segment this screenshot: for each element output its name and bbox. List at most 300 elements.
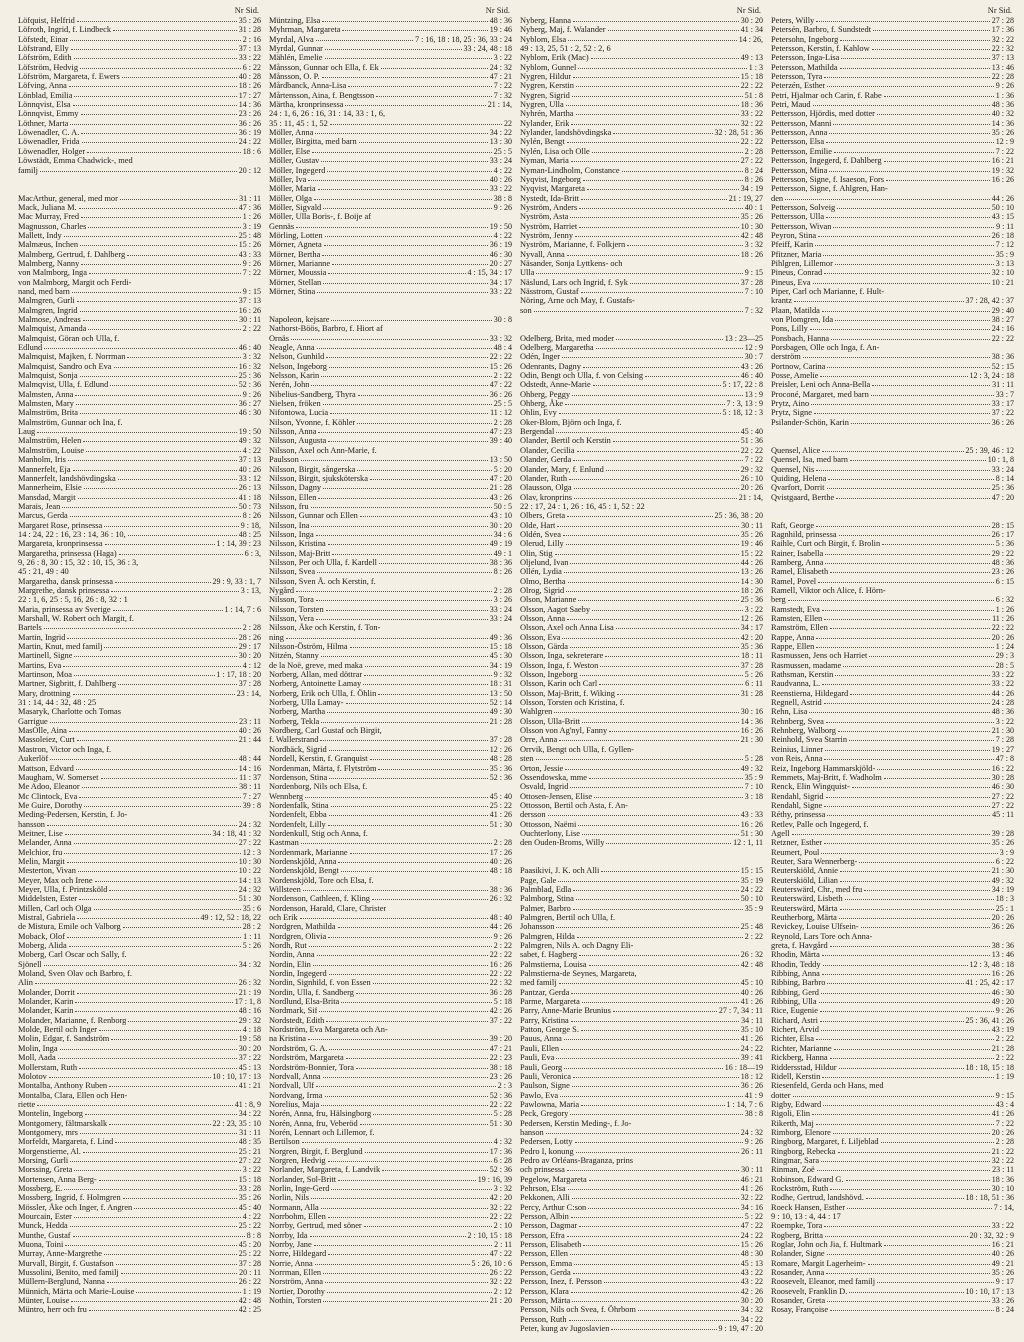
entry-name: Löwenadler, Holger <box>18 146 86 156</box>
entry-page-ref: 7 : 22 <box>493 81 512 91</box>
leader-dots <box>81 215 241 218</box>
entry-name: Petri, Maud <box>771 100 811 110</box>
section-gap <box>771 436 1014 445</box>
entry-name: Odenrants, Dagny <box>520 361 581 371</box>
index-entry <box>18 53 261 62</box>
index-entry <box>771 922 1014 931</box>
index-entry <box>269 950 512 959</box>
entry-name: Nilsson, Kristina <box>269 539 326 549</box>
entry-page-ref: 9 : 26 <box>995 81 1014 91</box>
index-entry <box>18 1249 261 1258</box>
entry-name: Magnusson, Charles <box>18 221 87 231</box>
entry-page-ref: 3 : 19 <box>242 221 261 231</box>
leader-dots <box>350 851 488 854</box>
entry-page-ref: 34 : 19 <box>489 660 512 670</box>
entry-name: Meding-Pedersen, Kerstin, f. Jo- <box>18 810 128 820</box>
index-entry <box>18 661 261 670</box>
leader-dots <box>567 1168 739 1171</box>
leader-dots <box>821 1159 990 1162</box>
entry-page-ref: 35 : 26 <box>991 838 1014 848</box>
index-entry <box>269 137 512 146</box>
leader-dots <box>86 449 241 452</box>
entry-page-ref: 25 : 36 <box>238 371 261 381</box>
index-entry <box>269 194 512 203</box>
index-entry <box>269 623 512 632</box>
leader-dots <box>566 542 739 545</box>
entry-name: Nilsson, Per och Ulla, f. Kardell <box>269 557 377 567</box>
entry-page-ref: 1 : 19 <box>242 1286 261 1296</box>
entry-name: Reuterswärd, Lisbeth <box>771 894 843 904</box>
entry-name: Möller, Birgitta, med barn <box>269 137 357 147</box>
index-entry <box>18 380 261 389</box>
entry-page-ref: 25 : 48 <box>740 922 763 932</box>
leader-dots <box>81 131 236 134</box>
leader-dots <box>323 402 492 405</box>
entry-page-ref: 23 : 26 <box>991 567 1014 577</box>
entry-page-ref: 7 : 22 <box>995 146 1014 156</box>
entry-page-ref: 6 : 22 <box>995 856 1014 866</box>
leader-dots <box>617 692 739 695</box>
entry-name: Petri, Hjalmar och Carin, f. Rabe <box>771 90 882 100</box>
entry-page-ref: 43 : 33 <box>740 810 763 820</box>
index-entry <box>269 1128 512 1137</box>
entry-name: hanson <box>520 1127 544 1137</box>
entry-page-ref: 29 : 3 <box>995 651 1014 661</box>
index-entry <box>269 726 512 735</box>
index-entry <box>269 773 512 782</box>
entry-page-ref: 13 : 30 <box>489 137 512 147</box>
leader-dots <box>300 916 488 919</box>
entry-name: Ribbing, Barbro <box>771 978 826 988</box>
entry-page-ref: 22 : 22 <box>740 445 763 455</box>
entry-name: Martin, Ingrid <box>18 632 66 642</box>
leader-dots <box>40 169 237 172</box>
entry-name: Richter, Elsa <box>771 1034 814 1044</box>
entry-page-ref: 18 : 36 <box>991 1174 1014 1184</box>
section-gap <box>520 315 763 324</box>
entry-page-ref: 49 : 13 <box>740 53 763 63</box>
entry-page-ref: 32 : 10 <box>991 268 1014 278</box>
entry-page-ref: 46 : 21 <box>740 1174 763 1184</box>
entry-page-ref: 47 : 21 <box>489 1043 512 1053</box>
entry-page-ref: 36 : 19 <box>489 240 512 250</box>
index-entry <box>18 287 261 296</box>
leader-dots <box>363 682 488 685</box>
index-entry <box>269 128 512 137</box>
entry-page-ref: 38 : 11 <box>239 782 261 792</box>
entry-name: Olander, Ruth <box>520 473 568 483</box>
leader-dots <box>79 206 237 209</box>
leader-dots <box>826 795 990 798</box>
leader-dots <box>326 1019 487 1022</box>
leader-dots <box>572 94 743 97</box>
index-entry <box>18 876 261 885</box>
index-entry <box>520 960 763 969</box>
leader-dots <box>332 262 488 265</box>
entry-name: Nilsson, Ina <box>269 520 310 530</box>
entry-name: Nordin, Signhild, f. von Essen <box>269 978 371 988</box>
entry-name: Nordenskjöld, Tore och Elsa, f. <box>269 875 374 885</box>
entry-name: Peter, kung av Jugoslavien <box>520 1324 610 1334</box>
entry-page-ref: 31 : 28 <box>740 688 763 698</box>
entry-name: Nathorst-Böös, Barbro, f. Hiort af <box>269 324 383 334</box>
entry-page-ref: 21 : 30 <box>991 726 1014 736</box>
leader-dots <box>561 1047 739 1050</box>
entry-name: Patton, George S. <box>520 1025 579 1035</box>
entry-page-ref: 52 : 36 <box>238 380 261 390</box>
leader-dots <box>840 38 989 41</box>
entry-name: Möller, Maria <box>269 184 316 194</box>
entry-name: Rickberg, Hanna <box>771 1053 828 1063</box>
leader-dots <box>589 963 739 966</box>
entry-name: Nordmark, Sif <box>269 1006 318 1016</box>
leader-dots <box>846 1178 990 1181</box>
entry-name: Lönnqvist, Elsa <box>18 100 71 110</box>
leader-dots <box>828 477 993 480</box>
index-entry <box>520 978 763 987</box>
leader-dots <box>69 84 237 87</box>
entry-page-ref: 25 : 1 <box>995 903 1014 913</box>
entry-page-ref: 8 : 14 <box>995 473 1014 483</box>
leader-dots <box>71 47 237 50</box>
index-entry <box>18 44 261 53</box>
leader-dots <box>107 1280 237 1283</box>
leader-dots <box>322 19 488 22</box>
entry-name: Riesenfeld, Gerda och Hans, med <box>771 1081 884 1091</box>
index-entry <box>269 1072 512 1081</box>
leader-dots <box>99 1178 237 1181</box>
index-entry <box>269 72 512 81</box>
entry-name: Oljelund, Ivan <box>520 557 569 567</box>
entry-page-ref: 42 : 48 <box>740 230 763 240</box>
entry-name: Moll, Aada <box>18 1053 56 1063</box>
entry-page-ref: 1 : 26 <box>242 212 261 222</box>
leader-dots <box>570 561 738 564</box>
entry-name: Nordvall, Anna <box>269 1071 321 1081</box>
entry-page-ref: 21 : 44 <box>238 735 261 745</box>
entry-name: Regnell, Astrid <box>771 698 822 708</box>
index-entry <box>520 259 763 268</box>
index-entry <box>520 1147 763 1156</box>
index-entry <box>520 1277 763 1286</box>
leader-dots <box>330 122 502 125</box>
index-entry <box>771 166 1014 175</box>
leader-dots <box>309 944 492 947</box>
entry-page-ref: 34 : 19 <box>991 884 1014 894</box>
entry-name: Nothin, Torsten <box>269 1296 322 1306</box>
index-entry <box>18 222 261 231</box>
entry-name: Rathsman, Kerstin <box>771 670 834 680</box>
index-entry <box>269 1053 512 1062</box>
entry-page-ref: 34 : 17 <box>489 277 512 287</box>
entry-name: Palmgren, Nils A. och Dagny Eli- <box>520 941 634 951</box>
leader-dots <box>613 439 739 442</box>
entry-page-ref: 35 : 9 <box>744 772 763 782</box>
entry-name: Nilsson, Vera <box>269 614 314 623</box>
index-entry <box>18 950 261 959</box>
index-entry <box>18 922 261 931</box>
entry-name: Petersson, Kerstin, f. Kahlow <box>771 44 870 54</box>
leader-dots <box>35 981 237 984</box>
leader-dots <box>824 1224 989 1227</box>
entry-name: Montalba, Anthony Ruben <box>18 1081 108 1091</box>
entry-name: Löwenadler, C. A. <box>18 128 80 138</box>
entry-page-ref: 20 : 12 <box>238 165 261 175</box>
entry-page-ref: 30 : 10 <box>991 1183 1014 1193</box>
section-gap <box>520 857 763 866</box>
entry-name: Mac Murray, Fred <box>18 212 80 222</box>
leader-dots <box>840 907 994 910</box>
entry-page-ref: 10 : 22 <box>238 866 261 876</box>
entry-page-ref: 39 : 41 <box>740 1053 763 1063</box>
leader-dots <box>321 654 488 657</box>
leader-dots <box>566 103 739 106</box>
entry-name: Mörner, Moussia <box>269 268 327 278</box>
leader-dots <box>315 1262 470 1265</box>
entry-page-ref: 18 : 31 <box>489 679 512 689</box>
entry-name: Martin, Knut, med familj <box>18 642 103 652</box>
leader-dots <box>824 841 989 844</box>
entry-name: Pawlo, Eva <box>520 1090 559 1100</box>
index-entry <box>269 240 512 249</box>
entry-name: Malmquist, Sonja <box>18 371 78 381</box>
entry-name: Reutherborg, Märta <box>771 913 837 922</box>
entry-name: Mannerfelt, landshövdingska <box>18 473 116 483</box>
entry-page-ref: 6 : 32 <box>995 595 1014 605</box>
leader-dots <box>836 496 990 499</box>
leader-dots <box>327 710 488 713</box>
entry-page-ref: 10 : 30 <box>238 856 261 866</box>
entry-page-ref: 22 : 22 <box>740 81 763 91</box>
entry-list <box>520 16 763 1333</box>
index-column-2 <box>269 6 512 1342</box>
entry-page-ref: 47 : 22 <box>740 1221 763 1231</box>
section-gap <box>18 175 261 184</box>
index-entry <box>771 764 1014 773</box>
leader-dots <box>359 140 488 143</box>
leader-dots <box>568 38 737 41</box>
entry-name: Pegelow, Margareta <box>520 1174 587 1184</box>
index-entry <box>18 764 261 773</box>
entry-name: Möller, Gustav <box>269 156 320 166</box>
entry-name: Molde, Bertil och Inger <box>18 1025 98 1035</box>
index-entry <box>269 941 512 950</box>
index-entry <box>520 586 763 595</box>
index-entry <box>18 885 261 894</box>
leader-dots <box>44 963 237 966</box>
leader-dots <box>833 225 994 228</box>
index-entry <box>520 1044 763 1053</box>
leader-dots <box>556 430 739 433</box>
entry-name: Norelius, Maja <box>269 1099 320 1109</box>
entry-page-ref: 21 : 28 <box>991 1043 1014 1053</box>
leader-dots <box>73 468 237 471</box>
entry-page-ref: 52 : 36 <box>489 1090 512 1100</box>
leader-dots <box>872 383 990 386</box>
entry-page-ref: 3 : 22 <box>995 716 1014 726</box>
index-entry <box>18 240 261 249</box>
index-entry <box>18 1175 261 1184</box>
entry-page-ref: 1 : 19 <box>995 1071 1014 1081</box>
leader-dots <box>127 355 240 358</box>
entry-page-ref: 3 : 18 <box>744 791 763 801</box>
entry-page-ref: 50 : 10 <box>740 894 763 904</box>
leader-dots <box>73 692 235 695</box>
entry-page-ref: 23 : 11 <box>239 716 261 726</box>
entry-page-ref: 43 : 10 <box>489 511 512 521</box>
index-entry <box>18 352 261 361</box>
entry-page-ref: 13 : 46 <box>991 950 1014 960</box>
entry-name: Norén, Anna, fru, Veberöd <box>269 1118 358 1128</box>
leader-dots <box>884 1243 989 1246</box>
entry-page-ref: 43 : 26 <box>489 492 512 502</box>
entry-name: Montgomery, mrs <box>18 1127 78 1137</box>
leader-dots <box>373 981 488 984</box>
entry-name: Nordstedt, Edith <box>269 1015 325 1025</box>
index-entry <box>771 465 1014 474</box>
leader-dots <box>822 682 990 685</box>
entry-name: Nilsson, Tora <box>269 595 314 605</box>
leader-dots <box>318 430 487 433</box>
index-entry <box>771 1147 1014 1156</box>
entry-page-ref: 48 : 16 <box>238 1006 261 1016</box>
entry-name: Norgren, Hedvig <box>269 1155 326 1165</box>
entry-name: Malmström, Brita <box>18 408 79 418</box>
entry-name: nand, med barn <box>18 286 70 296</box>
entry-name: Mattson, Edvard <box>18 763 74 773</box>
index-entry <box>269 969 512 978</box>
entry-name: Olson, Marianne <box>520 595 577 605</box>
entry-name: Nordvall, Ulf <box>269 1081 315 1091</box>
entry-name: Riddersstad, Hildur <box>771 1062 837 1072</box>
index-entry <box>269 399 512 408</box>
section-gap <box>771 511 1014 520</box>
entry-name: Norrbohm, Ellen <box>269 1212 326 1221</box>
index-entry <box>520 605 763 614</box>
index-entry <box>520 502 763 511</box>
entry-page-ref: 30 : 20 <box>740 16 763 25</box>
index-entry <box>18 754 261 763</box>
entry-page-ref: 2 : 11 <box>494 1240 512 1250</box>
leader-dots <box>120 197 237 200</box>
leader-dots <box>594 795 743 798</box>
leader-dots <box>559 738 739 741</box>
leader-dots <box>830 1308 994 1311</box>
entry-name: Peterzén, Esther <box>771 81 826 91</box>
entry-page-ref: 36 : 26 <box>991 922 1014 932</box>
entry-name: Nordin, Elin <box>269 959 311 969</box>
entry-name: Nifontowa, Lucia <box>269 408 329 418</box>
leader-dots <box>79 897 237 900</box>
index-entry <box>520 1091 763 1100</box>
entry-name: Roglar, John och Jia, f. Hultmark <box>771 1240 883 1250</box>
entry-page-ref: 2 : 22 <box>493 941 512 951</box>
entry-page-ref: 1 : 14, 39 : 23 <box>216 539 261 549</box>
leader-dots <box>868 1262 990 1265</box>
entry-name: Pfeiff, Karin <box>771 240 814 250</box>
entry-page-ref: 14 : 26, <box>738 34 763 44</box>
entry-name: MasOlle, Aina <box>18 726 67 736</box>
leader-dots <box>823 253 993 256</box>
entry-name: Reumert, Poul <box>771 847 820 857</box>
leader-dots <box>70 122 236 125</box>
leader-dots <box>831 337 990 340</box>
leader-dots <box>573 75 739 78</box>
index-entry <box>771 1006 1014 1015</box>
index-entry <box>269 661 512 670</box>
leader-dots <box>830 626 990 629</box>
entry-name: Ribbing, Anna <box>771 969 820 979</box>
entry-page-ref: 46 : 40 <box>238 343 261 353</box>
index-entry <box>520 1268 763 1277</box>
entry-page-ref: 26 : 32 <box>740 950 763 960</box>
leader-dots <box>326 608 488 611</box>
entry-name: Nyhrén, Martha <box>520 109 574 119</box>
entry-page-ref: 40 : 32 <box>991 109 1014 119</box>
index-entry <box>771 1259 1014 1268</box>
leader-dots <box>608 28 739 31</box>
entry-page-ref: 48 : 36 <box>991 707 1014 717</box>
entry-name: Nyström, Jenny <box>520 230 574 240</box>
entry-name: Morfeldt, Margareta, f. Lind <box>18 1137 114 1147</box>
leader-dots <box>573 19 739 22</box>
entry-page-ref: 36 : 27 <box>238 399 261 409</box>
entry-name: Orre, Anna <box>520 735 558 745</box>
index-entry <box>18 1259 261 1268</box>
entry-name: Preisler, Leni och Anna-Bella <box>771 380 871 390</box>
entry-page-ref: 5 : 17, 22 : 8 <box>722 380 763 390</box>
entry-name: med familj <box>520 978 557 988</box>
entry-name: Robinson, Edward G. <box>771 1174 844 1184</box>
leader-dots <box>74 1215 241 1218</box>
entry-name: Rosander, Greta <box>771 1296 826 1306</box>
entry-name: Rainer, Isabella <box>771 548 824 558</box>
leader-dots <box>123 925 241 928</box>
leader-dots <box>570 1112 742 1115</box>
index-entry <box>771 1165 1014 1174</box>
index-entry <box>269 913 512 922</box>
entry-name: Månsson, Gunnar och Ella, f. Ek <box>269 62 379 72</box>
entry-page-ref: 14 : 30 <box>740 576 763 586</box>
entry-name: Möller, Ulla Boris-, f. Boije af <box>269 212 372 222</box>
leader-dots <box>835 318 990 321</box>
entry-name: Nyvall, Anna <box>520 249 565 259</box>
leader-dots <box>882 542 994 545</box>
leader-dots <box>840 879 990 882</box>
entry-page-ref: 17 : 26 <box>489 847 512 857</box>
entry-name: Mörner, Marianne <box>269 258 331 268</box>
index-entry <box>18 1156 261 1165</box>
leader-dots <box>869 654 993 657</box>
index-entry <box>771 745 1014 754</box>
leader-dots <box>572 1299 739 1302</box>
entry-page-ref: 22 : 23 <box>489 1053 512 1063</box>
index-entry <box>771 240 1014 249</box>
index-entry <box>771 137 1014 146</box>
entry-name: Norrby, Ida <box>269 1230 308 1240</box>
entry-name: Gennäs <box>269 221 295 231</box>
entry-name: Persson, Albin <box>520 1212 569 1221</box>
index-entry <box>771 997 1014 1006</box>
leader-dots <box>319 1009 487 1012</box>
entry-page-ref: 30 : 20 <box>238 1043 261 1053</box>
leader-dots <box>321 720 487 723</box>
index-entry <box>771 1016 1014 1025</box>
entry-name: Margrethe, dansk prinsessa <box>18 585 110 595</box>
entry-name: Morgenstierne, Al. <box>18 1146 81 1156</box>
index-entry <box>520 1212 763 1221</box>
leader-dots <box>825 1234 968 1237</box>
